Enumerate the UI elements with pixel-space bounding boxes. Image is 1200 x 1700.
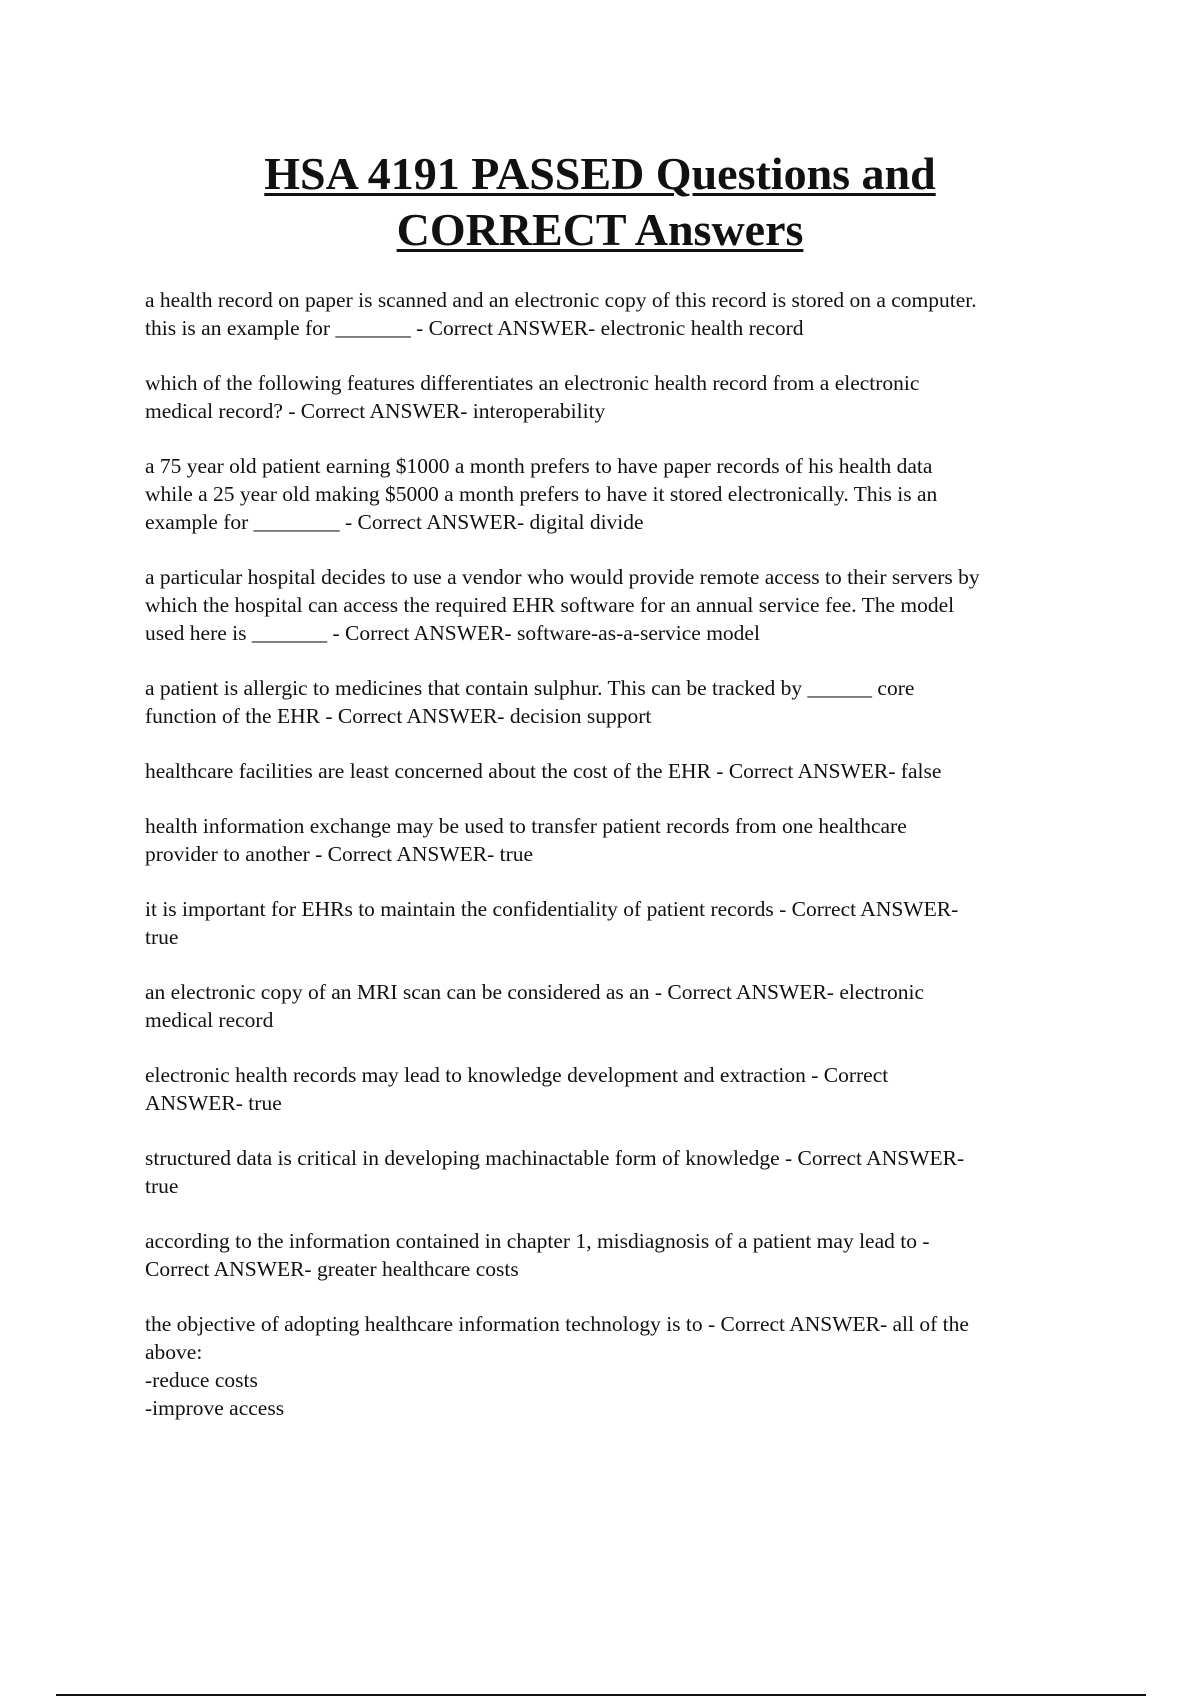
page-title	[0, 146, 1200, 258]
qa-line: a health record on paper is scanned and an electronic copy of this record is stored on a computer.	[145, 288, 977, 312]
footer-divider	[56, 1694, 1146, 1696]
qa-line: true	[145, 925, 179, 949]
qa-line: -improve access	[145, 1396, 285, 1420]
qa-item	[145, 812, 1105, 868]
qa-item	[145, 1227, 1105, 1283]
qa-line: health information exchange may be used to transfer patient records from one healthcare	[145, 814, 907, 838]
qa-line: a 75 year old patient earning $1000 a month prefers to have paper records of his health data	[145, 454, 933, 478]
qa-line: example for ________ - Correct ANSWER- digital divide	[145, 510, 644, 534]
qa-line: this is an example for _______ - Correct ANSWER- electronic health record	[145, 316, 804, 340]
qa-line: ANSWER- true	[145, 1091, 282, 1115]
qa-item	[145, 369, 1105, 425]
qa-item	[145, 563, 1105, 647]
qa-line: Correct ANSWER- greater healthcare costs	[145, 1257, 519, 1281]
qa-line: a particular hospital decides to use a vendor who would provide remote access to their servers by	[145, 565, 980, 589]
qa-item	[145, 1061, 1105, 1117]
qa-line: which of the following features differentiates an electronic health record from a electronic	[145, 371, 920, 395]
qa-line: electronic health records may lead to knowledge development and extraction - Correct	[145, 1063, 889, 1087]
qa-line: function of the EHR - Correct ANSWER- decision support	[145, 704, 652, 728]
qa-item	[145, 674, 1105, 730]
qa-line: medical record? - Correct ANSWER- interoperability	[145, 399, 606, 423]
qa-line: healthcare facilities are least concerned about the cost of the EHR - Correct ANSWER- false	[145, 759, 942, 783]
qa-line: a patient is allergic to medicines that contain sulphur. This can be tracked by ______ core	[145, 676, 915, 700]
qa-line: while a 25 year old making $5000 a month prefers to have it stored electronically. This is an	[145, 482, 938, 506]
qa-item	[145, 978, 1105, 1034]
title-line-1: HSA 4191 PASSED Questions and	[264, 148, 936, 199]
qa-item	[145, 452, 1105, 536]
qa-line: above:	[145, 1340, 203, 1364]
qa-line: used here is _______ - Correct ANSWER- software-as-a-service model	[145, 621, 760, 645]
title-line-2: CORRECT Answers	[396, 204, 804, 255]
qa-item	[145, 1310, 1105, 1422]
qa-line: it is important for EHRs to maintain the confidentiality of patient records - Correct ANSWER-	[145, 897, 959, 921]
qa-line: according to the information contained in chapter 1, misdiagnosis of a patient may lead to -	[145, 1229, 930, 1253]
qa-line: medical record	[145, 1008, 274, 1032]
qa-item	[145, 286, 1105, 342]
qa-item	[145, 757, 1105, 785]
qa-line: which the hospital can access the required EHR software for an annual service fee. The model	[145, 593, 955, 617]
qa-item	[145, 895, 1105, 951]
qa-line: an electronic copy of an MRI scan can be considered as an - Correct ANSWER- electronic	[145, 980, 925, 1004]
qa-line: provider to another - Correct ANSWER- true	[145, 842, 534, 866]
qa-line: true	[145, 1174, 179, 1198]
qa-line: -reduce costs	[145, 1368, 258, 1392]
qa-line: structured data is critical in developing machinactable form of knowledge - Correct ANSWER-	[145, 1146, 965, 1170]
question-answer-list	[145, 286, 1105, 1449]
qa-item	[145, 1144, 1105, 1200]
qa-line: the objective of adopting healthcare information technology is to - Correct ANSWER- all of the	[145, 1312, 969, 1336]
